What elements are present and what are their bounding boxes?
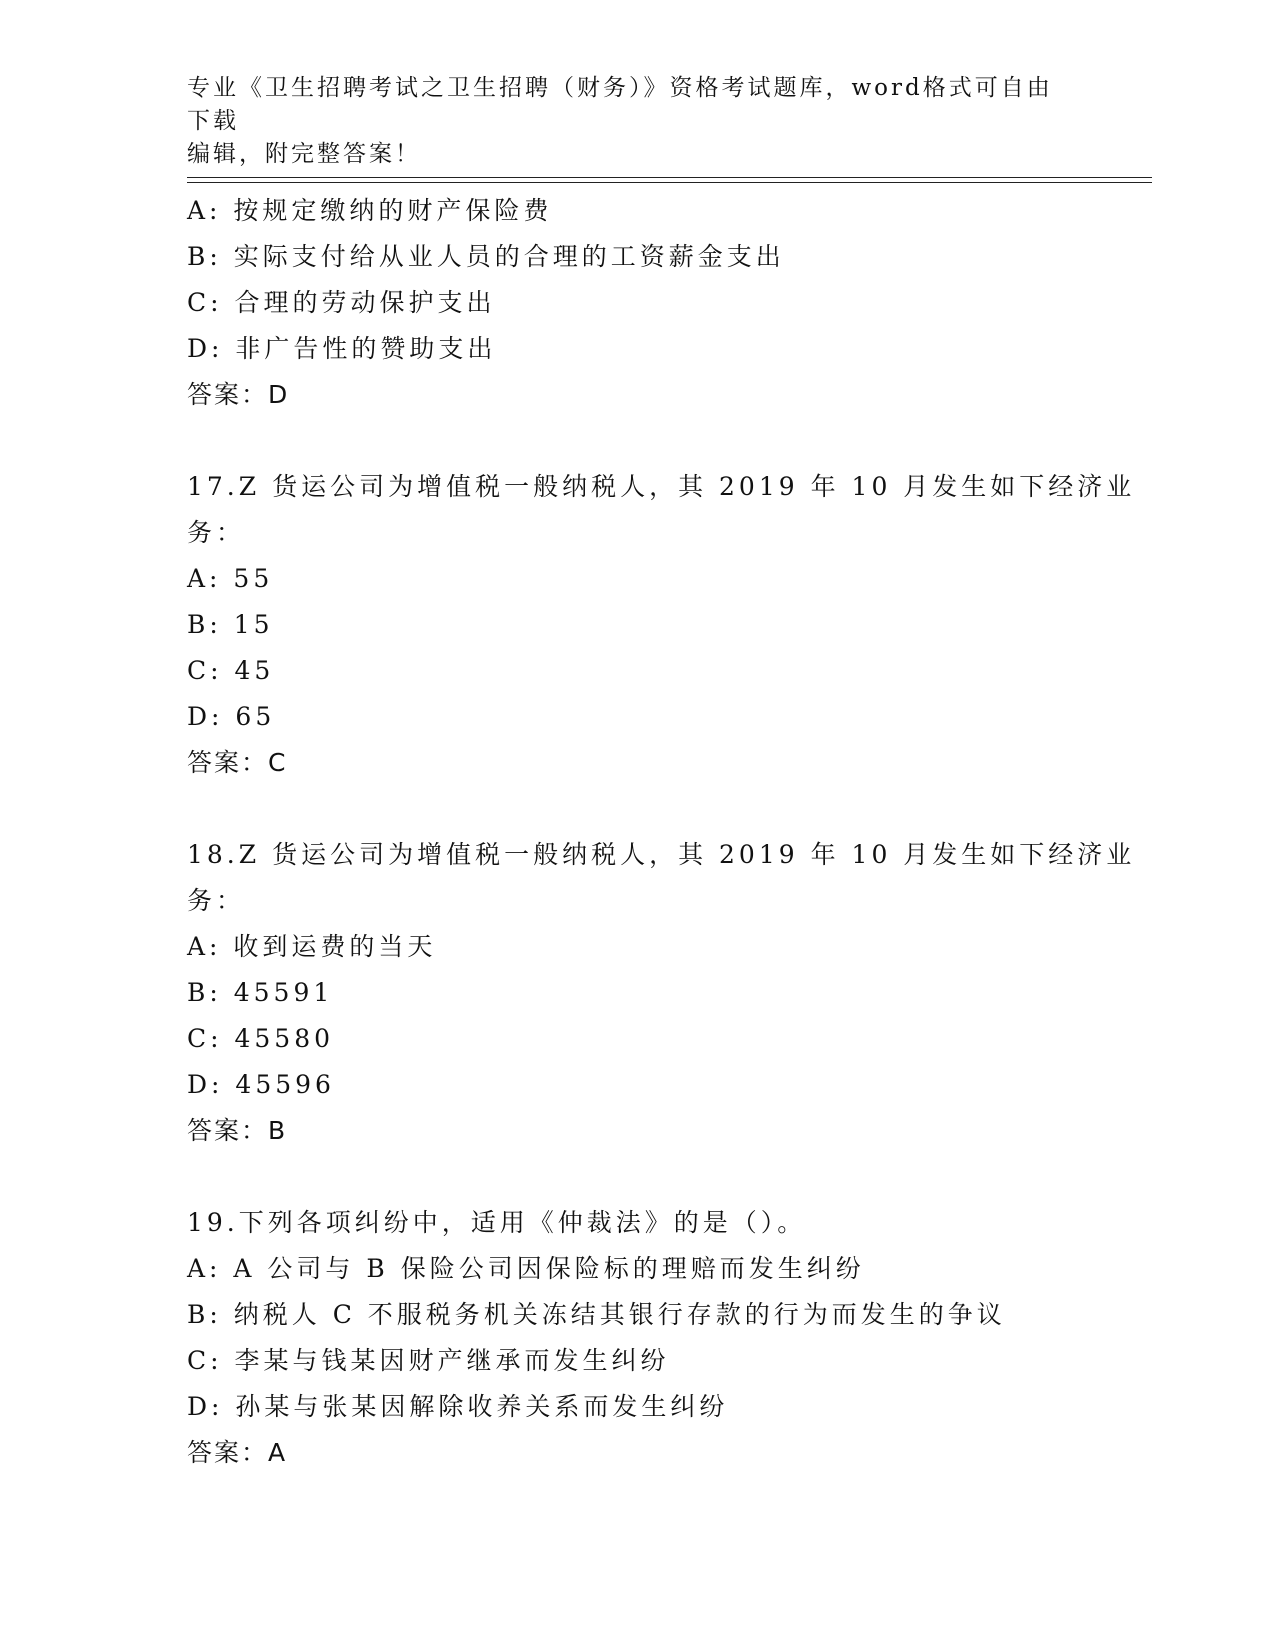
- document-header: [187, 72, 1067, 171]
- question-17: [187, 464, 1136, 786]
- question-spacer: [187, 1154, 1067, 1200]
- option-d: D: 孙某与张某因解除收养关系而发生纠纷: [187, 1392, 729, 1421]
- question-list: [187, 188, 1136, 1476]
- answer-line: 答案：B: [187, 1116, 288, 1145]
- question-stem-line-2: 务：: [187, 518, 246, 547]
- option-a: A: A 公司与 B 保险公司因保险标的理赔而发生纠纷: [187, 1254, 865, 1283]
- header-rule-top: [187, 177, 1152, 178]
- option-d: D: 65: [187, 702, 276, 731]
- option-a: A: 55: [187, 564, 274, 593]
- option-d: D: 45596: [187, 1070, 335, 1099]
- option-d: D: 非广告性的赞助支出: [187, 334, 497, 363]
- question-spacer: [187, 786, 1067, 832]
- option-b: B: 纳税人 C 不服税务机关冻结其银行存款的行为而发生的争议: [187, 1300, 1006, 1329]
- option-c: C: 45: [187, 656, 275, 685]
- question-stem-line-2: 务：: [187, 886, 246, 915]
- answer-line: 答案：A: [187, 1438, 288, 1467]
- answer-line: 答案：C: [187, 748, 288, 777]
- question-stem-line-1: 19.下列各项纠纷中，适用《仲裁法》的是（）。: [187, 1208, 807, 1237]
- answer-line: 答案：D: [187, 380, 290, 409]
- question-spacer: [187, 418, 1067, 464]
- option-b: B: 实际支付给从业人员的合理的工资薪金支出: [187, 242, 785, 271]
- question-18: [187, 832, 1136, 1154]
- question-16: [187, 188, 1067, 418]
- option-b: B: 15: [187, 610, 274, 639]
- option-a: A: 按规定缴纳的财产保险费: [187, 196, 553, 225]
- question-19: [187, 1200, 1067, 1476]
- question-stem-line-1: 17.Z 货运公司为增值税一般纳税人，其 2019 年 10 月发生如下经济业: [187, 472, 1136, 501]
- question-stem-line-1: 18.Z 货运公司为增值税一般纳税人，其 2019 年 10 月发生如下经济业: [187, 840, 1136, 869]
- option-c: C: 李某与钱某因财产继承而发生纠纷: [187, 1346, 670, 1375]
- option-a: A: 收到运费的当天: [187, 932, 437, 961]
- header-line-2: 编辑，附完整答案！: [187, 141, 421, 167]
- option-c: C: 45580: [187, 1024, 335, 1053]
- option-b: B: 45591: [187, 978, 334, 1007]
- header-line-1: 专业《卫生招聘考试之卫生招聘（财务）》资格考试题库，word格式可自由下载: [187, 75, 1053, 134]
- header-rule-bottom: [187, 182, 1152, 183]
- option-c: C: 合理的劳动保护支出: [187, 288, 496, 317]
